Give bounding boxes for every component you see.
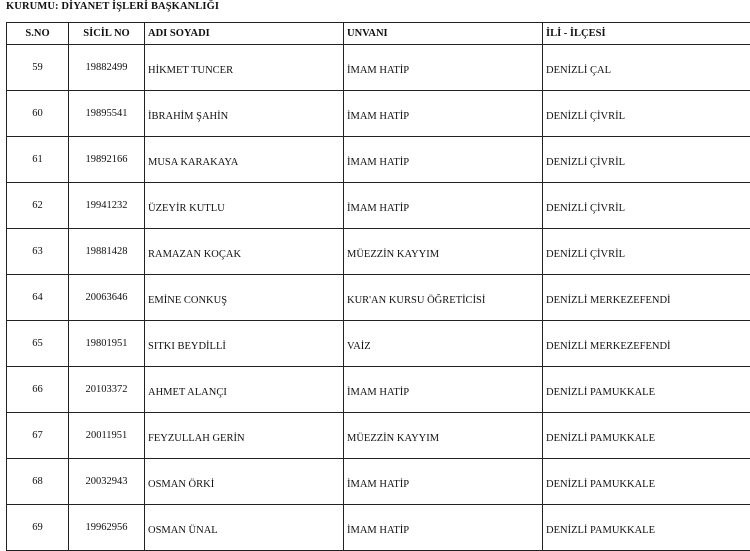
cell-sno: 69: [7, 505, 69, 551]
cell-sno: 66: [7, 367, 69, 413]
col-header-sicil-no: SİCİL NO: [69, 23, 145, 45]
cell-adi-soyadi: MUSA KARAKAYA: [145, 137, 344, 183]
cell-sno: 67: [7, 413, 69, 459]
cell-unvani: İMAM HATİP: [344, 367, 543, 413]
cell-adi-soyadi: ÜZEYİR KUTLU: [145, 183, 344, 229]
cell-sicil-no: 19881428: [69, 229, 145, 275]
cell-adi-soyadi: İBRAHİM ŞAHİN: [145, 91, 344, 137]
cell-unvani: KUR'AN KURSU ÖĞRETİCİSİ: [344, 275, 543, 321]
col-header-sno: S.NO: [7, 23, 69, 45]
cell-ili-ilcesi: DENİZLİ ÇİVRİL: [543, 91, 750, 137]
cell-adi-soyadi: EMİNE CONKUŞ: [145, 275, 344, 321]
cell-unvani: İMAM HATİP: [344, 91, 543, 137]
cell-sno: 68: [7, 459, 69, 505]
cell-sno: 63: [7, 229, 69, 275]
cell-unvani: İMAM HATİP: [344, 505, 543, 551]
cell-ili-ilcesi: DENİZLİ ÇİVRİL: [543, 137, 750, 183]
cell-sicil-no: 19895541: [69, 91, 145, 137]
table-row: [7, 275, 750, 321]
cell-sno: 64: [7, 275, 69, 321]
cell-sicil-no: 19882499: [69, 45, 145, 91]
col-header-ili-ilcesi: İLİ - İLÇESİ: [543, 23, 750, 45]
table-row: [7, 505, 750, 551]
cell-ili-ilcesi: DENİZLİ MERKEZEFENDİ: [543, 275, 750, 321]
table-row: [7, 45, 750, 91]
cell-sicil-no: 20011951: [69, 413, 145, 459]
cell-sno: 61: [7, 137, 69, 183]
table-row: [7, 321, 750, 367]
institution-header: KURUMU: DİYANET İŞLERİ BAŞKANLIĞI: [6, 1, 219, 12]
cell-ili-ilcesi: DENİZLİ ÇİVRİL: [543, 183, 750, 229]
cell-sno: 62: [7, 183, 69, 229]
table-header: [7, 23, 750, 45]
header-row: [7, 23, 750, 45]
cell-ili-ilcesi: DENİZLİ MERKEZEFENDİ: [543, 321, 750, 367]
col-header-unvani: UNVANI: [344, 23, 543, 45]
cell-adi-soyadi: AHMET ALANÇI: [145, 367, 344, 413]
cell-sno: 59: [7, 45, 69, 91]
cell-sno: 60: [7, 91, 69, 137]
cell-sicil-no: 20063646: [69, 275, 145, 321]
cell-unvani: İMAM HATİP: [344, 137, 543, 183]
table-row: [7, 413, 750, 459]
cell-unvani: İMAM HATİP: [344, 459, 543, 505]
cell-sicil-no: 19941232: [69, 183, 145, 229]
table-row: [7, 459, 750, 505]
cell-ili-ilcesi: DENİZLİ ÇİVRİL: [543, 229, 750, 275]
table-row: [7, 137, 750, 183]
cell-unvani: MÜEZZİN KAYYIM: [344, 229, 543, 275]
cell-ili-ilcesi: DENİZLİ PAMUKKALE: [543, 413, 750, 459]
table-row: [7, 367, 750, 413]
cell-sicil-no: 19801951: [69, 321, 145, 367]
cell-unvani: İMAM HATİP: [344, 45, 543, 91]
cell-adi-soyadi: RAMAZAN KOÇAK: [145, 229, 344, 275]
cell-ili-ilcesi: DENİZLİ PAMUKKALE: [543, 459, 750, 505]
cell-adi-soyadi: OSMAN ÖRKİ: [145, 459, 344, 505]
cell-unvani: İMAM HATİP: [344, 183, 543, 229]
cell-sicil-no: 19962956: [69, 505, 145, 551]
cell-sicil-no: 20032943: [69, 459, 145, 505]
cell-sicil-no: 20103372: [69, 367, 145, 413]
table-row: [7, 229, 750, 275]
cell-sno: 65: [7, 321, 69, 367]
cell-ili-ilcesi: DENİZLİ ÇAL: [543, 45, 750, 91]
cell-unvani: VAİZ: [344, 321, 543, 367]
cell-adi-soyadi: HİKMET TUNCER: [145, 45, 344, 91]
personnel-table: [6, 22, 750, 551]
cell-adi-soyadi: FEYZULLAH GERİN: [145, 413, 344, 459]
cell-ili-ilcesi: DENİZLİ PAMUKKALE: [543, 367, 750, 413]
cell-adi-soyadi: SITKI BEYDİLLİ: [145, 321, 344, 367]
table-row: [7, 183, 750, 229]
cell-ili-ilcesi: DENİZLİ PAMUKKALE: [543, 505, 750, 551]
cell-adi-soyadi: OSMAN ÜNAL: [145, 505, 344, 551]
table-row: [7, 91, 750, 137]
cell-sicil-no: 19892166: [69, 137, 145, 183]
cell-unvani: MÜEZZİN KAYYIM: [344, 413, 543, 459]
col-header-adi-soyadi: ADI SOYADI: [145, 23, 344, 45]
